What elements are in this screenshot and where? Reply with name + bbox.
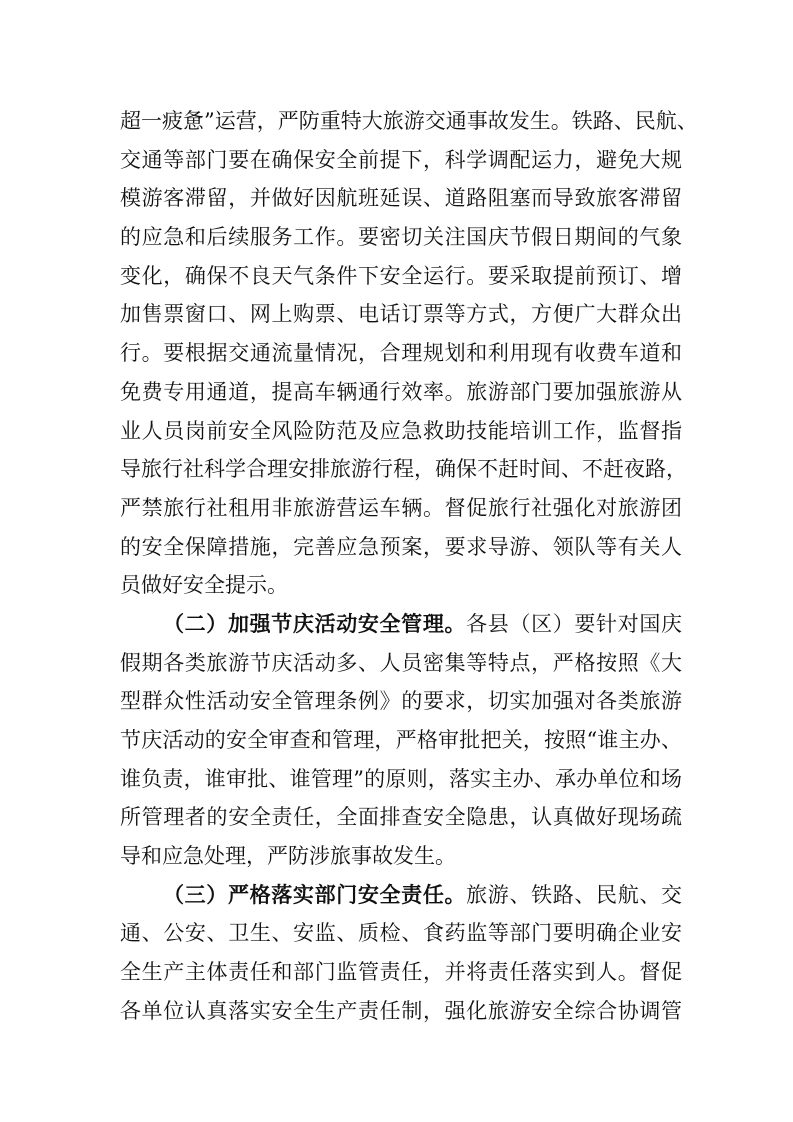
paragraph-line: 节庆活动的安全审查和管理，严格审批把关，按照“谁主办、 bbox=[120, 728, 682, 752]
paragraph-line: 通、公安、卫生、安监、质检、食药监等部门要明确企业安 bbox=[120, 921, 682, 946]
paragraph-line: 型群众性活动安全管理条例》的要求，切实加强对各类旅游 bbox=[120, 689, 682, 714]
paragraph-line: 加售票窗口、网上购票、电话订票等方式，方便广大群众出 bbox=[120, 302, 682, 327]
paragraph-line: 所管理者的安全责任，全面排查安全隐患，认真做好现场疏 bbox=[120, 805, 682, 830]
paragraph-line: 模游客滞留，并做好因航班延误、道路阻塞而导致旅客滞留 bbox=[120, 186, 682, 211]
document-page bbox=[120, 102, 698, 1031]
paragraph-line: 行。要根据交通流量情况，合理规划和利用现有收费车道和 bbox=[120, 341, 682, 366]
paragraph-line bbox=[120, 605, 682, 644]
paragraph-line: 交通等部门要在确保安全前提下，科学调配运力，避免大规 bbox=[120, 147, 682, 172]
paragraph-line: 变化，确保不良天气条件下安全运行。要采取提前预订、增 bbox=[120, 263, 682, 288]
paragraph-text: 各县（区）要针对国庆 bbox=[466, 611, 683, 636]
section-heading: （三）严格落实部门安全责任。 bbox=[163, 881, 467, 907]
paragraph-line: 导旅行社科学合理安排旅游行程，确保不赶时间、不赶夜路， bbox=[120, 457, 687, 482]
paragraph-line: 员做好安全提示。 bbox=[120, 573, 288, 598]
paragraph-text: 旅游、铁路、民航、交 bbox=[466, 882, 683, 907]
paragraph-line: 的应急和后续服务工作。要密切关注国庆节假日期间的气象 bbox=[120, 225, 682, 250]
paragraph-2 bbox=[120, 605, 682, 876]
paragraph-line: 谁负责，谁审批、谁管理”的原则，落实主办、承办单位和场 bbox=[120, 766, 682, 791]
paragraph-line: 假期各类旅游节庆活动多、人员密集等特点，严格按照《大 bbox=[120, 650, 682, 675]
paragraph-line: 各单位认真落实安全生产责任制，强化旅游安全综合协调管 bbox=[120, 998, 682, 1023]
paragraph-line: 超一疲惫”运营，严防重特大旅游交通事故发生。铁路、民航、 bbox=[120, 109, 698, 133]
paragraph-1 bbox=[120, 102, 698, 605]
paragraph-line: 严禁旅行社租用非旅游营运车辆。督促旅行社强化对旅游团 bbox=[120, 495, 682, 520]
paragraph-line: 全生产主体责任和部门监管责任，并将责任落实到人。督促 bbox=[120, 960, 682, 985]
paragraph-3 bbox=[120, 876, 682, 1031]
paragraph-line bbox=[120, 876, 682, 915]
paragraph-line: 导和应急处理，严防涉旅事故发生。 bbox=[120, 844, 456, 869]
paragraph-line: 的安全保障措施，完善应急预案，要求导游、领队等有关人 bbox=[120, 534, 682, 559]
paragraph-line: 业人员岗前安全风险防范及应急救助技能培训工作，监督指 bbox=[120, 418, 682, 443]
paragraph-line: 免费专用通道，提高车辆通行效率。旅游部门要加强旅游从 bbox=[120, 379, 682, 404]
section-heading: （二）加强节庆活动安全管理。 bbox=[163, 610, 467, 636]
